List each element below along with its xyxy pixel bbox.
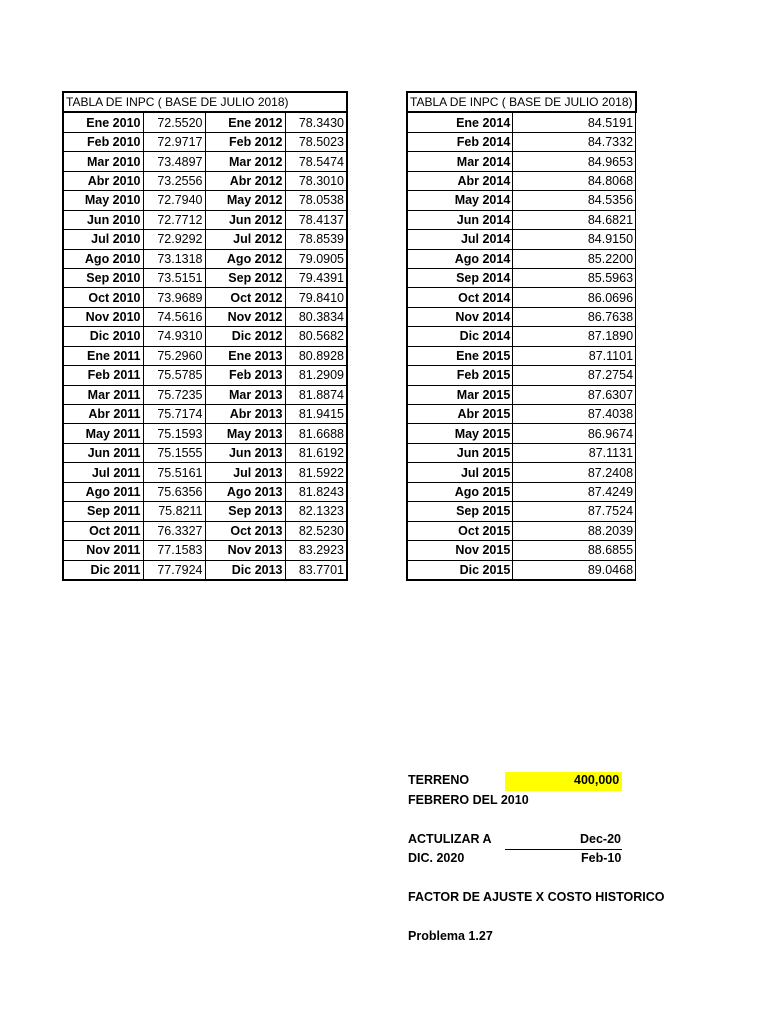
table-row xyxy=(407,288,636,307)
month-label[interactable]: Jul 2012 xyxy=(205,230,285,249)
month-label[interactable]: Feb 2012 xyxy=(205,132,285,151)
table-row xyxy=(407,249,636,268)
inpc-value[interactable]: 73.4897 xyxy=(143,152,205,171)
month-label[interactable]: Mar 2010 xyxy=(63,152,143,171)
month-label[interactable]: Mar 2012 xyxy=(205,152,285,171)
inpc-value[interactable]: 81.9415 xyxy=(285,405,347,424)
inpc-value[interactable]: 80.5682 xyxy=(285,327,347,346)
inpc-value[interactable]: 87.2408 xyxy=(513,463,636,482)
inpc-value[interactable]: 87.2754 xyxy=(513,366,636,385)
table-row xyxy=(407,112,636,132)
month-label[interactable]: Nov 2014 xyxy=(407,307,513,326)
month-label[interactable]: Abr 2014 xyxy=(407,171,513,190)
month-label[interactable]: Oct 2010 xyxy=(63,288,143,307)
inpc-value[interactable]: 84.5356 xyxy=(513,191,636,210)
table-row xyxy=(407,152,636,171)
dic-label: DIC. 2020 xyxy=(408,851,465,865)
inpc-value[interactable]: 84.8068 xyxy=(513,171,636,190)
month-label[interactable]: Nov 2012 xyxy=(205,307,285,326)
table-row xyxy=(407,424,636,443)
month-label[interactable]: Sep 2015 xyxy=(407,502,513,521)
month-label[interactable]: Dic 2013 xyxy=(205,560,285,580)
inpc-value[interactable]: 79.4391 xyxy=(285,268,347,287)
month-label[interactable]: May 2015 xyxy=(407,424,513,443)
month-label[interactable]: Nov 2013 xyxy=(205,541,285,560)
inpc-value[interactable]: 87.7524 xyxy=(513,502,636,521)
month-label[interactable]: Sep 2011 xyxy=(63,502,143,521)
inpc-value[interactable]: 75.6356 xyxy=(143,482,205,501)
month-label[interactable]: Oct 2013 xyxy=(205,521,285,540)
month-label[interactable]: Jun 2010 xyxy=(63,210,143,229)
month-label[interactable]: Oct 2011 xyxy=(63,521,143,540)
inpc-value[interactable]: 75.2960 xyxy=(143,346,205,365)
inpc-value[interactable]: 75.8211 xyxy=(143,502,205,521)
inpc-value[interactable]: 74.5616 xyxy=(143,307,205,326)
month-label[interactable]: Jul 2014 xyxy=(407,230,513,249)
month-label[interactable]: Feb 2011 xyxy=(63,366,143,385)
month-label[interactable]: Ene 2015 xyxy=(407,346,513,365)
month-label[interactable]: Ene 2010 xyxy=(63,112,143,132)
inpc-value[interactable]: 78.5023 xyxy=(285,132,347,151)
table-row xyxy=(407,502,636,521)
table-row xyxy=(407,463,636,482)
table-row xyxy=(407,230,636,249)
inpc-value[interactable]: 78.4137 xyxy=(285,210,347,229)
month-label[interactable]: Nov 2015 xyxy=(407,541,513,560)
problema-label: Problema 1.27 xyxy=(408,929,493,943)
inpc-value[interactable]: 72.9717 xyxy=(143,132,205,151)
inpc-value[interactable]: 85.5963 xyxy=(513,268,636,287)
inpc-value[interactable]: 72.7940 xyxy=(143,191,205,210)
month-label[interactable]: Dic 2010 xyxy=(63,327,143,346)
inpc-value[interactable]: 77.1583 xyxy=(143,541,205,560)
inpc-value[interactable]: 75.5161 xyxy=(143,463,205,482)
month-label[interactable]: Ago 2013 xyxy=(205,482,285,501)
inpc-value[interactable]: 79.0905 xyxy=(285,249,347,268)
inpc-value[interactable]: 81.6688 xyxy=(285,424,347,443)
inpc-value[interactable]: 75.1593 xyxy=(143,424,205,443)
table-row xyxy=(407,405,636,424)
inpc-value[interactable]: 87.1101 xyxy=(513,346,636,365)
table-row xyxy=(407,346,636,365)
table-row xyxy=(407,327,636,346)
inpc-value[interactable]: 78.3430 xyxy=(285,112,347,132)
terreno-label: TERRENO xyxy=(408,773,470,787)
inpc-value[interactable]: 78.3010 xyxy=(285,171,347,190)
inpc-value[interactable]: 86.0696 xyxy=(513,288,636,307)
month-label[interactable]: Ene 2012 xyxy=(205,112,285,132)
inpc-value[interactable]: 73.9689 xyxy=(143,288,205,307)
month-label[interactable]: Mar 2011 xyxy=(63,385,143,404)
fecha-label: FEBRERO DEL 2010 xyxy=(408,793,529,807)
month-label[interactable]: Jun 2013 xyxy=(205,443,285,462)
table-row xyxy=(407,443,636,462)
month-label[interactable]: Nov 2010 xyxy=(63,307,143,326)
month-label[interactable]: Abr 2015 xyxy=(407,405,513,424)
month-label[interactable]: Jul 2010 xyxy=(63,230,143,249)
table-row xyxy=(407,482,636,501)
actualizar-label: ACTULIZAR A xyxy=(408,832,492,846)
month-label[interactable]: Feb 2013 xyxy=(205,366,285,385)
month-label[interactable]: Abr 2010 xyxy=(63,171,143,190)
table-title: TABLA DE INPC ( BASE DE JULIO 2018) xyxy=(407,92,636,112)
inpc-value[interactable]: 84.9150 xyxy=(513,230,636,249)
table-row xyxy=(407,541,636,560)
month-label[interactable]: Jul 2011 xyxy=(63,463,143,482)
inpc-value[interactable]: 86.9674 xyxy=(513,424,636,443)
month-label[interactable]: Sep 2012 xyxy=(205,268,285,287)
inpc-value[interactable]: 75.5785 xyxy=(143,366,205,385)
inpc-value[interactable]: 75.1555 xyxy=(143,443,205,462)
month-label[interactable]: Ene 2014 xyxy=(407,112,513,132)
table-row xyxy=(407,268,636,287)
month-label[interactable]: Ago 2015 xyxy=(407,482,513,501)
table-row xyxy=(407,307,636,326)
table-row xyxy=(407,521,636,540)
inpc-value[interactable]: 88.6855 xyxy=(513,541,636,560)
month-label[interactable]: Mar 2015 xyxy=(407,385,513,404)
terreno-value: 400,000 xyxy=(574,773,620,787)
month-label[interactable]: Mar 2013 xyxy=(205,385,285,404)
month-label[interactable]: Ago 2011 xyxy=(63,482,143,501)
table-row xyxy=(407,366,636,385)
inpc-value[interactable]: 86.7638 xyxy=(513,307,636,326)
inpc-value[interactable]: 81.8874 xyxy=(285,385,347,404)
month-label[interactable]: Dic 2015 xyxy=(407,560,513,580)
inpc-value[interactable]: 82.1323 xyxy=(285,502,347,521)
month-label[interactable]: Jun 2011 xyxy=(63,443,143,462)
month-label[interactable]: Oct 2015 xyxy=(407,521,513,540)
inpc-value[interactable]: 87.1131 xyxy=(513,443,636,462)
inpc-value[interactable]: 72.5520 xyxy=(143,112,205,132)
inpc-value[interactable]: 85.2200 xyxy=(513,249,636,268)
table-row xyxy=(407,210,636,229)
actualizar-value: Dec-20 xyxy=(580,832,621,846)
inpc-value[interactable]: 87.4038 xyxy=(513,405,636,424)
table-title: TABLA DE INPC ( BASE DE JULIO 2018) xyxy=(63,92,347,112)
month-label[interactable]: Feb 2015 xyxy=(407,366,513,385)
factor-label: FACTOR DE AJUSTE X COSTO HISTORICO xyxy=(408,890,665,904)
inpc-value[interactable]: 78.0538 xyxy=(285,191,347,210)
inpc-value[interactable]: 81.5922 xyxy=(285,463,347,482)
month-label[interactable]: Oct 2014 xyxy=(407,288,513,307)
month-label[interactable]: Nov 2011 xyxy=(63,541,143,560)
inpc-value[interactable]: 75.7174 xyxy=(143,405,205,424)
inpc-value[interactable]: 77.7924 xyxy=(143,560,205,580)
inpc-value[interactable]: 73.1318 xyxy=(143,249,205,268)
inpc-value[interactable]: 78.5474 xyxy=(285,152,347,171)
inpc-value[interactable]: 73.2556 xyxy=(143,171,205,190)
inpc-value[interactable]: 84.7332 xyxy=(513,132,636,151)
month-label[interactable]: Feb 2010 xyxy=(63,132,143,151)
month-label[interactable]: May 2011 xyxy=(63,424,143,443)
month-label[interactable]: Oct 2012 xyxy=(205,288,285,307)
inpc-value[interactable]: 80.3834 xyxy=(285,307,347,326)
inpc-value[interactable]: 76.3327 xyxy=(143,521,205,540)
month-label[interactable]: Feb 2014 xyxy=(407,132,513,151)
table-row xyxy=(407,171,636,190)
month-label[interactable]: Abr 2012 xyxy=(205,171,285,190)
inpc-value[interactable]: 87.4249 xyxy=(513,482,636,501)
month-label[interactable]: Ago 2014 xyxy=(407,249,513,268)
month-label[interactable]: Ene 2013 xyxy=(205,346,285,365)
inpc-value[interactable]: 80.8928 xyxy=(285,346,347,365)
table-row xyxy=(407,385,636,404)
month-label[interactable]: May 2010 xyxy=(63,191,143,210)
inpc-value[interactable]: 84.9653 xyxy=(513,152,636,171)
inpc-value[interactable]: 81.8243 xyxy=(285,482,347,501)
month-label[interactable]: Dic 2012 xyxy=(205,327,285,346)
month-label[interactable]: Dic 2011 xyxy=(63,560,143,580)
month-label[interactable]: Ene 2011 xyxy=(63,346,143,365)
month-label[interactable]: Mar 2014 xyxy=(407,152,513,171)
month-label[interactable]: Sep 2010 xyxy=(63,268,143,287)
inpc-value[interactable]: 82.5230 xyxy=(285,521,347,540)
table-row xyxy=(407,191,636,210)
table-row xyxy=(407,132,636,151)
month-label[interactable]: May 2013 xyxy=(205,424,285,443)
inpc-value[interactable]: 75.7235 xyxy=(143,385,205,404)
month-label[interactable]: May 2014 xyxy=(407,191,513,210)
month-label[interactable]: Abr 2013 xyxy=(205,405,285,424)
month-label[interactable]: Jul 2013 xyxy=(205,463,285,482)
month-label[interactable]: May 2012 xyxy=(205,191,285,210)
month-label[interactable]: Dic 2014 xyxy=(407,327,513,346)
table-row xyxy=(407,560,636,580)
month-label[interactable]: Jun 2014 xyxy=(407,210,513,229)
divider xyxy=(505,849,622,850)
month-label[interactable]: Jun 2012 xyxy=(205,210,285,229)
inpc-value[interactable]: 72.7712 xyxy=(143,210,205,229)
inpc-value[interactable]: 83.2923 xyxy=(285,541,347,560)
month-label[interactable]: Sep 2014 xyxy=(407,268,513,287)
inpc-value[interactable]: 78.8539 xyxy=(285,230,347,249)
inpc-value[interactable]: 73.5151 xyxy=(143,268,205,287)
month-label[interactable]: Ago 2012 xyxy=(205,249,285,268)
inpc-value[interactable]: 81.6192 xyxy=(285,443,347,462)
inpc-value[interactable]: 74.9310 xyxy=(143,327,205,346)
month-label[interactable]: Ago 2010 xyxy=(63,249,143,268)
inpc-value[interactable]: 81.2909 xyxy=(285,366,347,385)
dic-value: Feb-10 xyxy=(581,851,622,865)
inpc-value[interactable]: 83.7701 xyxy=(285,560,347,580)
inpc-value[interactable]: 84.5191 xyxy=(513,112,636,132)
inpc-value[interactable]: 89.0468 xyxy=(513,560,636,580)
month-label[interactable]: Jun 2015 xyxy=(407,443,513,462)
inpc-value[interactable]: 87.1890 xyxy=(513,327,636,346)
month-label[interactable]: Sep 2013 xyxy=(205,502,285,521)
inpc-value[interactable]: 84.6821 xyxy=(513,210,636,229)
inpc-value[interactable]: 87.6307 xyxy=(513,385,636,404)
inpc-value[interactable]: 88.2039 xyxy=(513,521,636,540)
month-label[interactable]: Jul 2015 xyxy=(407,463,513,482)
inpc-value[interactable]: 72.9292 xyxy=(143,230,205,249)
inpc-value[interactable]: 79.8410 xyxy=(285,288,347,307)
month-label[interactable]: Abr 2011 xyxy=(63,405,143,424)
inpc-table-2014-2015 xyxy=(406,91,637,581)
